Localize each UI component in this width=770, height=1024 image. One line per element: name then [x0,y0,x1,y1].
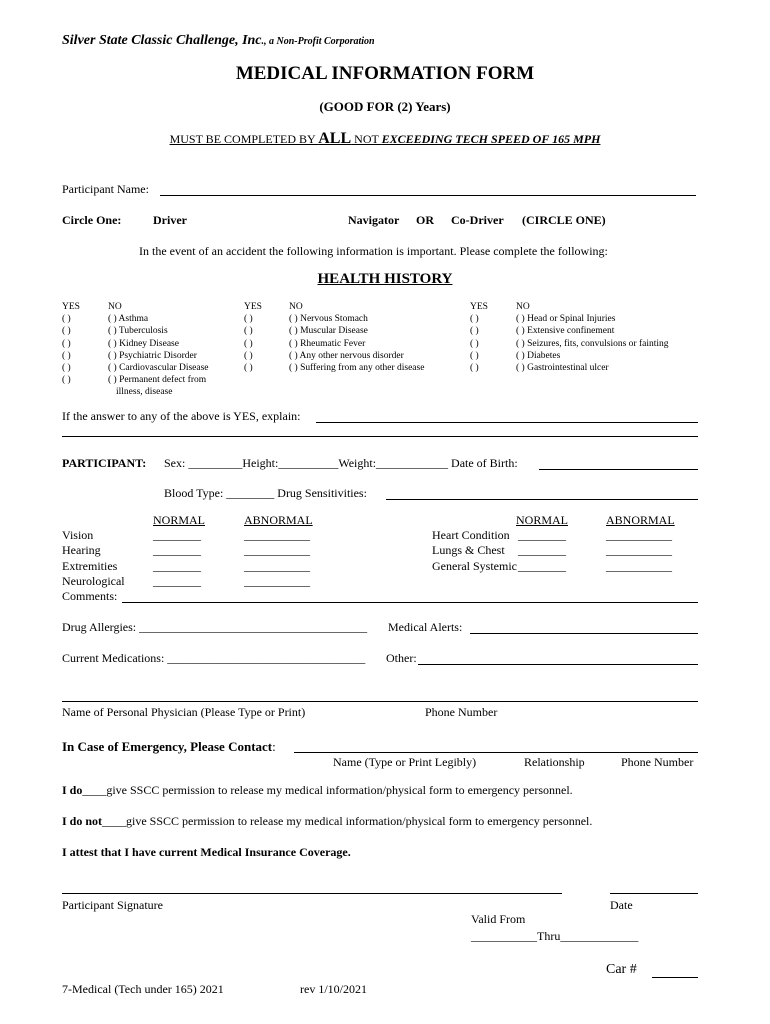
condition-item[interactable]: ( ) Suffering from any other disease [289,363,425,374]
emergency-name-label: Name (Type or Print Legibly) [333,755,477,769]
option-codriver[interactable]: Co-Driver [451,213,504,227]
yes-checkbox[interactable]: ( ) [244,350,253,361]
signature-label: Participant Signature [62,898,163,912]
circle-one-label: Circle One: [62,213,122,227]
yes-checkbox[interactable]: ( ) [470,363,479,374]
yes-checkbox[interactable]: ( ) [470,338,479,349]
other-label: Other: [386,651,417,665]
circle-one-note: (CIRCLE ONE) [522,213,606,227]
condition-item[interactable]: ( ) Any other nervous disorder [289,350,404,361]
normal-header-left: NORMAL [153,513,206,527]
signature-field[interactable] [62,893,562,894]
history-col2-no: NO ( ) Nervous Stomach ( ) Muscular Disease ( ) Rheumatic Fever ( ) Any other nervous disorder ( ) Suffering from any other disease [289,302,425,374]
option-driver[interactable]: Driver [153,213,187,227]
organization-name: Silver State Classic Challenge, Inc., a Non-Profit Corporation [62,33,375,48]
valid-from-label: Valid From [471,912,526,926]
car-number-field[interactable] [652,977,698,978]
yes-checkbox[interactable]: ( ) [62,326,71,337]
yes-checkbox[interactable]: ( ) [470,314,479,325]
participant-details[interactable]: Sex: _________Height:__________Weight:____________ Date of Birth: [164,456,518,470]
abnormal-header-right: ABNORMAL [606,513,675,527]
condition-item[interactable]: ( ) Psychiatric Disorder [108,350,197,361]
condition-item[interactable]: ( ) Nervous Stomach [289,314,368,325]
abnormal-header-left: ABNORMAL [244,513,313,527]
exam-right-normal-fields[interactable]: ________ ________ ________ [518,528,566,573]
condition-item[interactable]: ( ) Seizures, fits, convulsions or fainting [516,338,669,349]
medical-alerts-field[interactable] [470,633,698,634]
history-col2-yes: YES ( ) ( ) ( ) ( ) ( ) [244,302,262,374]
form-subtitle: (GOOD FOR (2) Years) [319,99,451,114]
yes-checkbox[interactable]: ( ) [244,338,253,349]
exam-left-normal-fields[interactable]: ________ ________ ________ ________ [153,528,201,588]
condition-item[interactable]: ( ) Asthma [108,314,149,325]
exam-right-labels: Heart Condition Lungs & Chest General Systemic [432,528,517,573]
condition-item[interactable]: ( ) Rheumatic Fever [289,338,366,349]
yes-checkbox[interactable]: ( ) [62,350,71,361]
condition-item[interactable]: ( ) Cardiovascular Disease [108,363,209,374]
exam-left-abnormal-fields[interactable]: ___________ ___________ ___________ ___________ [244,528,310,588]
condition-item[interactable]: ( ) Extensive confinement [516,326,615,337]
normal-header-right: NORMAL [516,513,569,527]
condition-item[interactable]: ( ) Tuberculosis [108,326,168,337]
explain-field-line2[interactable] [62,436,698,437]
dob-field[interactable] [539,469,698,470]
condition-item[interactable]: ( ) Permanent defect from [108,375,207,386]
other-field[interactable] [418,664,698,665]
history-col3-no: NO ( ) Head or Spinal Injuries ( ) Extensive confinement ( ) Seizures, fits, convulsions or fainting ( ) Diabetes ( ) Gastrointestinal ulcer [516,302,669,374]
yes-checkbox[interactable]: ( ) [470,326,479,337]
option-navigator[interactable]: Navigator [348,213,400,227]
condition-item[interactable]: ( ) Gastrointestinal ulcer [516,363,609,374]
condition-item[interactable]: ( ) Diabetes [516,350,561,361]
explain-label: If the answer to any of the above is YES, explain: [62,409,301,423]
drug-allergies-field[interactable]: Drug Allergies: ______________________________________ [62,620,368,634]
exam-left-labels: Vision Hearing Extremities Neurological [62,528,125,588]
yes-checkbox[interactable]: ( ) [244,326,253,337]
comments-label: Comments: [62,589,118,603]
yes-checkbox[interactable]: ( ) [62,338,71,349]
yes-checkbox[interactable]: ( ) [244,314,253,325]
permission-deny[interactable]: I do not____give SSCC permission to release my medical information/physical form to emergency personnel. [62,814,593,828]
history-col1-yes: YES ( ) ( ) ( ) ( ) ( ) ( ) [62,302,80,386]
form-title: MEDICAL INFORMATION FORM [235,63,535,84]
current-medications-field[interactable]: Current Medications: _________________________________ [62,651,366,665]
history-col3-yes: YES ( ) ( ) ( ) ( ) ( ) [470,302,488,374]
requirement-note: MUST BE COMPLETED BY ALL NOT EXCEEDING TECH SPEED OF 165 MPH [169,130,601,147]
insurance-attestation: I attest that I have current Medical Insurance Coverage. [62,845,351,859]
exam-right-abnormal-fields[interactable]: ___________ ___________ ___________ [606,528,672,573]
valid-thru-field[interactable]: ___________Thru_____________ [471,929,639,943]
drug-sensitivities-field[interactable] [386,499,698,500]
participant-name-label: Participant Name: [62,182,149,196]
footer-revision: rev 1/10/2021 [300,982,367,996]
blood-type-line[interactable]: Blood Type: ________ Drug Sensitivities: [164,486,367,500]
emergency-contact-label: In Case of Emergency, Please Contact: [62,739,276,754]
date-label: Date [610,898,633,912]
condition-item-continued: illness, disease [116,387,173,398]
car-number-label: Car # [606,962,637,977]
footer-form-id: 7-Medical (Tech under 165) 2021 [62,982,224,996]
physician-field[interactable] [62,701,698,702]
yes-checkbox[interactable]: ( ) [62,375,71,386]
emergency-contact-field[interactable] [294,752,698,753]
condition-item[interactable]: ( ) Muscular Disease [289,326,368,337]
accident-instructions: In the event of an accident the following information is important. Please complete the following: [139,244,608,258]
physician-phone-label: Phone Number [425,705,498,719]
emergency-relationship-label: Relationship [524,755,585,769]
emergency-phone-label: Phone Number [621,755,694,769]
condition-item[interactable]: ( ) Head or Spinal Injuries [516,314,616,325]
yes-checkbox[interactable]: ( ) [62,363,71,374]
date-field[interactable] [610,893,698,894]
health-history-title: HEALTH HISTORY [317,271,453,287]
yes-checkbox[interactable]: ( ) [62,314,71,325]
comments-field[interactable] [122,602,698,603]
participant-label: PARTICIPANT: [62,456,147,470]
explain-field[interactable] [316,422,698,423]
yes-checkbox[interactable]: ( ) [470,350,479,361]
permission-grant[interactable]: I do____give SSCC permission to release my medical information/physical form to emergency personnel. [62,783,573,797]
medical-alerts-label: Medical Alerts: [388,620,463,634]
history-col1-no: NO ( ) Asthma ( ) Tuberculosis ( ) Kidney Disease ( ) Psychiatric Disorder ( ) Cardiovascular Disease ( ) Permanent defect from illness, disease [108,302,209,398]
condition-item[interactable]: ( ) Kidney Disease [108,338,179,349]
participant-name-field[interactable] [160,195,696,196]
physician-label: Name of Personal Physician (Please Type or Print) [62,705,306,719]
yes-checkbox[interactable]: ( ) [244,363,253,374]
option-or: OR [416,213,434,227]
